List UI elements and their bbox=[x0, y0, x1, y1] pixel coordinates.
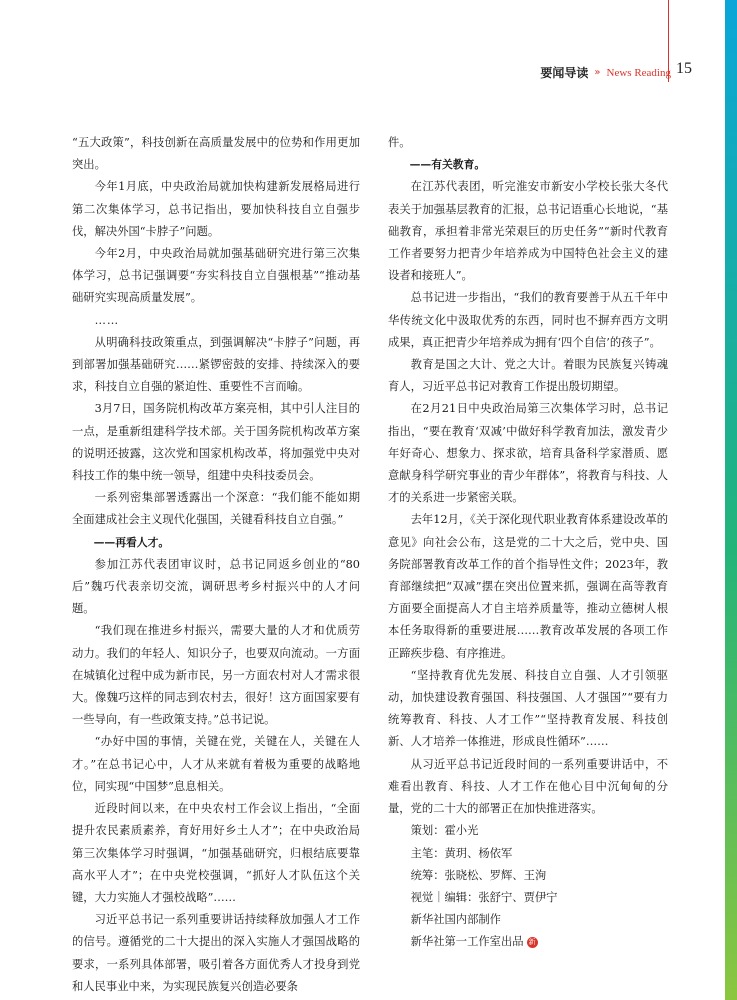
paragraph: 从习近平总书记近段时间的一系列重要讲话中，不难看出教育、科技、人才工作在他心目中沉甸甸的分量，党的二十大的部署正在加快推进落实。 bbox=[388, 757, 668, 816]
credit-line: 主笔：黄玥、杨依军 bbox=[410, 846, 513, 860]
paragraph: 3月7日，国务院机构改革方案亮相，其中引人注目的一点，是重新组建科学技术部。关于国务院机构改革方案的说明还披露，这次党和国家机构改革，将加强党中央对科技工作的集中统一领导，组建中央科技委员会。 bbox=[72, 402, 360, 483]
credit-line: 视觉｜编辑：张舒宁、贾伊宁 bbox=[410, 890, 558, 904]
paragraph: 教育是国之大计、党之大计。着眼为民族复兴铸魂育人，习近平总书记对教育工作提出殷切期望。 bbox=[388, 358, 668, 394]
paragraph: 近段时间以来，在中央农村工作会议上指出，“全面提升农民素质素养，育好用好乡土人才”；在中央政治局第三次集体学习时强调，“加强基础研究，归根结底要靠高水平人才”；在中央党校强调，“抓好人才队伍这个关键，大力实施人才强校战略”…… bbox=[72, 802, 360, 904]
credits-block bbox=[388, 820, 668, 953]
paragraph: “我们现在推进乡村振兴，需要大量的人才和优质劳动力。我们的年轻人、知识分子，也要双向流动。一方面在城镇化过程中成为新市民，另一方面农村对人才需求很大。像魏巧这样的同志到农村去，很好！这方面国家要有一些导向，有一些政策支持。”总书记说。 bbox=[72, 624, 360, 727]
right-column bbox=[388, 132, 668, 954]
paragraph: 一系列密集部署透露出一个深意：“我们能不能如期全面建成社会主义现代化强国，关键看科技自立自强。” bbox=[72, 491, 360, 527]
double-chevron-icon: » bbox=[594, 67, 598, 78]
paragraph: 今年1月底，中央政治局就加快构建新发展格局进行第二次集体学习，总书记指出，要加快科技自立自强步伐，解决外国“卡脖子”问题。 bbox=[72, 180, 360, 238]
running-header bbox=[540, 64, 671, 81]
paragraph: 总书记进一步指出，“我们的教育要善于从五千年中华传统文化中汲取优秀的东西，同时也不摒弃西方文明成果，真正把青少年培养成为拥有‘四个自信’的孩子”。 bbox=[388, 291, 668, 349]
paragraph: 去年12月，《关于深化现代职业教育体系建设改革的意见》向社会公布，这是党的二十大之后，党中央、国务院部署教育改革工作的首个指导性文件；2023年，教育部继续把“双减”摆在突出位置来抓，强调在高等教育方面要全面提高人才自主培养质量等，推动立德树人根本任务取得新的重要进展……教育改革发展的各项工作正蹄疾步稳、有序推进。 bbox=[388, 513, 668, 660]
ellipsis-line: …… bbox=[94, 313, 120, 327]
paragraph: 习近平总书记一系列重要讲话持续释放加强人才工作的信号。遵循党的二十大提出的深入实施人才强国战略的要求，一系列具体部署，吸引着各方面优秀人才投身到党和人民事业中来，为实现民族复兴创造必要条 bbox=[72, 913, 360, 993]
left-column bbox=[72, 132, 360, 998]
paragraph: “坚持教育优先发展、科技自立自强、人才引领驱动，加快建设教育强国、科技强国、人才强国”“要有力统筹教育、科技、人才工作”“坚持教育发展、科技创新、人才培养一体推进，形成良性循环”…… bbox=[388, 668, 668, 749]
paragraph: “办好中国的事情，关键在党，关键在人，关键在人才。”在总书记心中，人才从来就有着极为重要的战略地位，同实现“中国梦”息息相关。 bbox=[72, 735, 360, 793]
section-title-en: News Reading bbox=[606, 66, 671, 79]
credit-line-text: 新华社第一工作室出品 bbox=[410, 935, 524, 949]
paragraph: 在江苏代表团，听完淮安市新安小学校长张大冬代表关于加强基层教育的汇报，总书记语重心长地说，“基础教育，承担着非常光荣艰巨的历史任务”“新时代教育工作者要努力把青少年培养成为中国特色社会主义的建设者和接班人”。 bbox=[388, 180, 668, 283]
paragraph: 今年2月，中央政治局就加强基础研究进行第三次集体学习，总书记强调要“夯实科技自立自强根基”“推动基础研究实现高质量发展”。 bbox=[72, 247, 360, 305]
credit-line: 统筹：张晓松、罗辉、王洵 bbox=[410, 868, 547, 882]
paragraph: “五大政策”，科技创新在高质量发展中的位势和作用更加突出。 bbox=[72, 136, 360, 172]
subheading-education: ——有关教育。 bbox=[409, 158, 486, 172]
credit-line bbox=[388, 931, 668, 953]
paragraph: 在2月21日中央政治局第三次集体学习时，总书记指出，“要在教育‘双减’中做好科学教育加法，激发青少年好奇心、想象力、探求欲，培育具备科学家潜质、愿意献身科学研究事业的青少年群体”，将教育与科技、人才的关系进一步紧密关联。 bbox=[388, 402, 668, 505]
page-edge-color-bar bbox=[725, 0, 737, 1000]
paragraph: 件。 bbox=[388, 136, 411, 149]
xinhua-seal-icon: 新 bbox=[528, 937, 536, 946]
paragraph: 从明确科技政策重点，到强调解决“卡脖子”问题，再到部署加强基础研究……紧锣密鼓的安排、持续深入的要求，科技自立自强的紧迫性、重要性不言而喻。 bbox=[72, 335, 360, 394]
credit-line: 策划：霍小光 bbox=[410, 824, 479, 838]
page-number: 15 bbox=[676, 60, 692, 77]
credit-line: 新华社国内部制作 bbox=[410, 913, 501, 927]
subheading-talent: ——再看人才。 bbox=[93, 535, 170, 549]
paragraph: 参加江苏代表团审议时，总书记同返乡创业的“80后”魏巧代表亲切交流，调研思考乡村振兴中的人才问题。 bbox=[72, 557, 360, 616]
section-title-cn: 要闻导读 bbox=[540, 66, 589, 80]
